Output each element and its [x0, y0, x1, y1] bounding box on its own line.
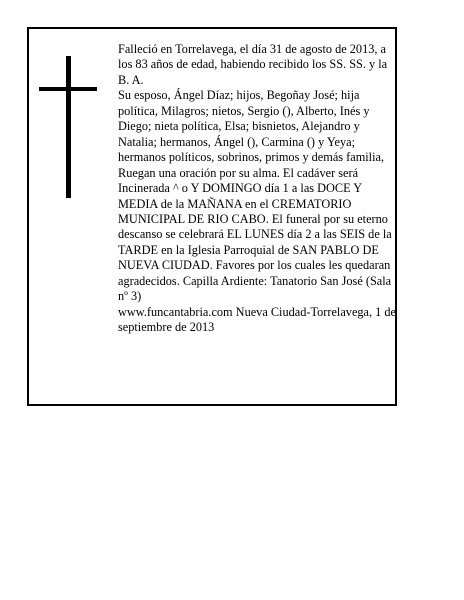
cross-vertical-bar	[66, 56, 71, 198]
funeral-home-footer: www.funcantabria.com Nueva Ciudad-Torrelavega, 1 de septiembre de 2013	[118, 304, 396, 335]
family-and-services: Su esposo, Ángel Díaz; hijos, Begoñay José; hija política, Milagros; nietos, Sergio (), Alberto, Inés y Diego; nieta política, Elsa; bisnietos, Alejandro y Natalia; hermanos, Ángel (), Carmina () y Yeya; hermanos políticos, sobrinos, primos y demás familia, Ruegan una oración por su alma. El cadáver será Incinerada ^ o Y DOMINGO día 1 a las DOCE Y MEDIA de la MAÑANA en el CREMATORIO MUNICIPAL DE RIO CABO. El funeral por su eterno descanso se celebrará EL LUNES día 2 a las SEIS de la TARDE en la Iglesia Parroquial de SAN PABLO DE NUEVA CIUDAD. Favores por los cuales les quedaran agradecidos. Capilla Ardiente: Tanatorio San José (Sala nº 3)	[118, 88, 392, 304]
obituary-notice	[27, 27, 397, 406]
cross-icon	[39, 56, 97, 198]
death-announcement: Falleció en Torrelavega, el día 31 de agosto de 2013, a los 83 años de edad, habiendo recibido los SS. SS. y la B. A.	[118, 42, 388, 87]
obituary-text	[118, 42, 398, 336]
cross-horizontal-bar	[39, 87, 97, 91]
